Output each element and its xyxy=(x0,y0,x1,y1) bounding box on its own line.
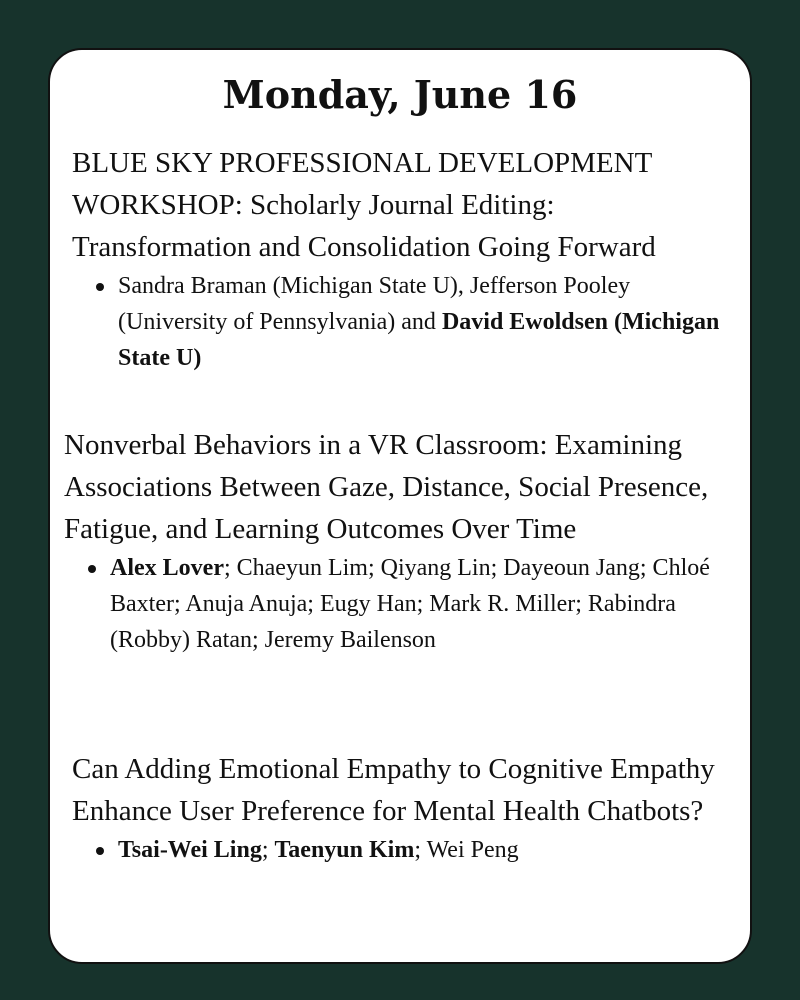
author-list xyxy=(118,268,722,376)
author-list xyxy=(118,832,722,868)
session-1 xyxy=(72,142,722,376)
session-3 xyxy=(72,748,722,868)
session-title: Can Adding Emotional Empathy to Cognitive Empathy Enhance User Preference for Mental Health Chatbots? xyxy=(72,753,715,827)
author-names: Sandra Braman (Michigan State U), Jefferson Pooley (University of Pennsylvania) and xyxy=(118,273,631,335)
author-separator: ; xyxy=(261,837,275,863)
author-highlight: David Ewoldsen (Michigan State U) xyxy=(118,309,720,371)
day-title: Monday, June 16 xyxy=(222,72,578,117)
author-highlight: Tsai-Wei Ling xyxy=(118,837,262,863)
session-2 xyxy=(64,424,734,658)
author-list xyxy=(110,550,734,658)
author-item xyxy=(110,550,734,658)
session-title: BLUE SKY PROFESSIONAL DEVELOPMENT WORKSHOP: Scholarly Journal Editing: Transformation and Consolidation Going Forward xyxy=(72,147,656,263)
author-names: ; Chaeyun Lim; Qiyang Lin; Dayeoun Jang; Chloé Baxter; Anuja Anuja; Eugy Han; Mark R. Miller; Rabindra (Robby) Ratan; Jeremy Bailenson xyxy=(110,555,710,653)
session-title: Nonverbal Behaviors in a VR Classroom: Examining Associations Between Gaze, Distance, Social Presence, Fatigue, and Learning Outcomes Over Time xyxy=(64,429,709,545)
author-item xyxy=(118,268,722,376)
schedule-card xyxy=(48,48,752,964)
author-highlight: Alex Lover xyxy=(110,555,224,581)
author-item xyxy=(118,832,722,868)
author-highlight: Taenyun Kim xyxy=(274,837,415,863)
author-names: ; Wei Peng xyxy=(414,837,519,863)
